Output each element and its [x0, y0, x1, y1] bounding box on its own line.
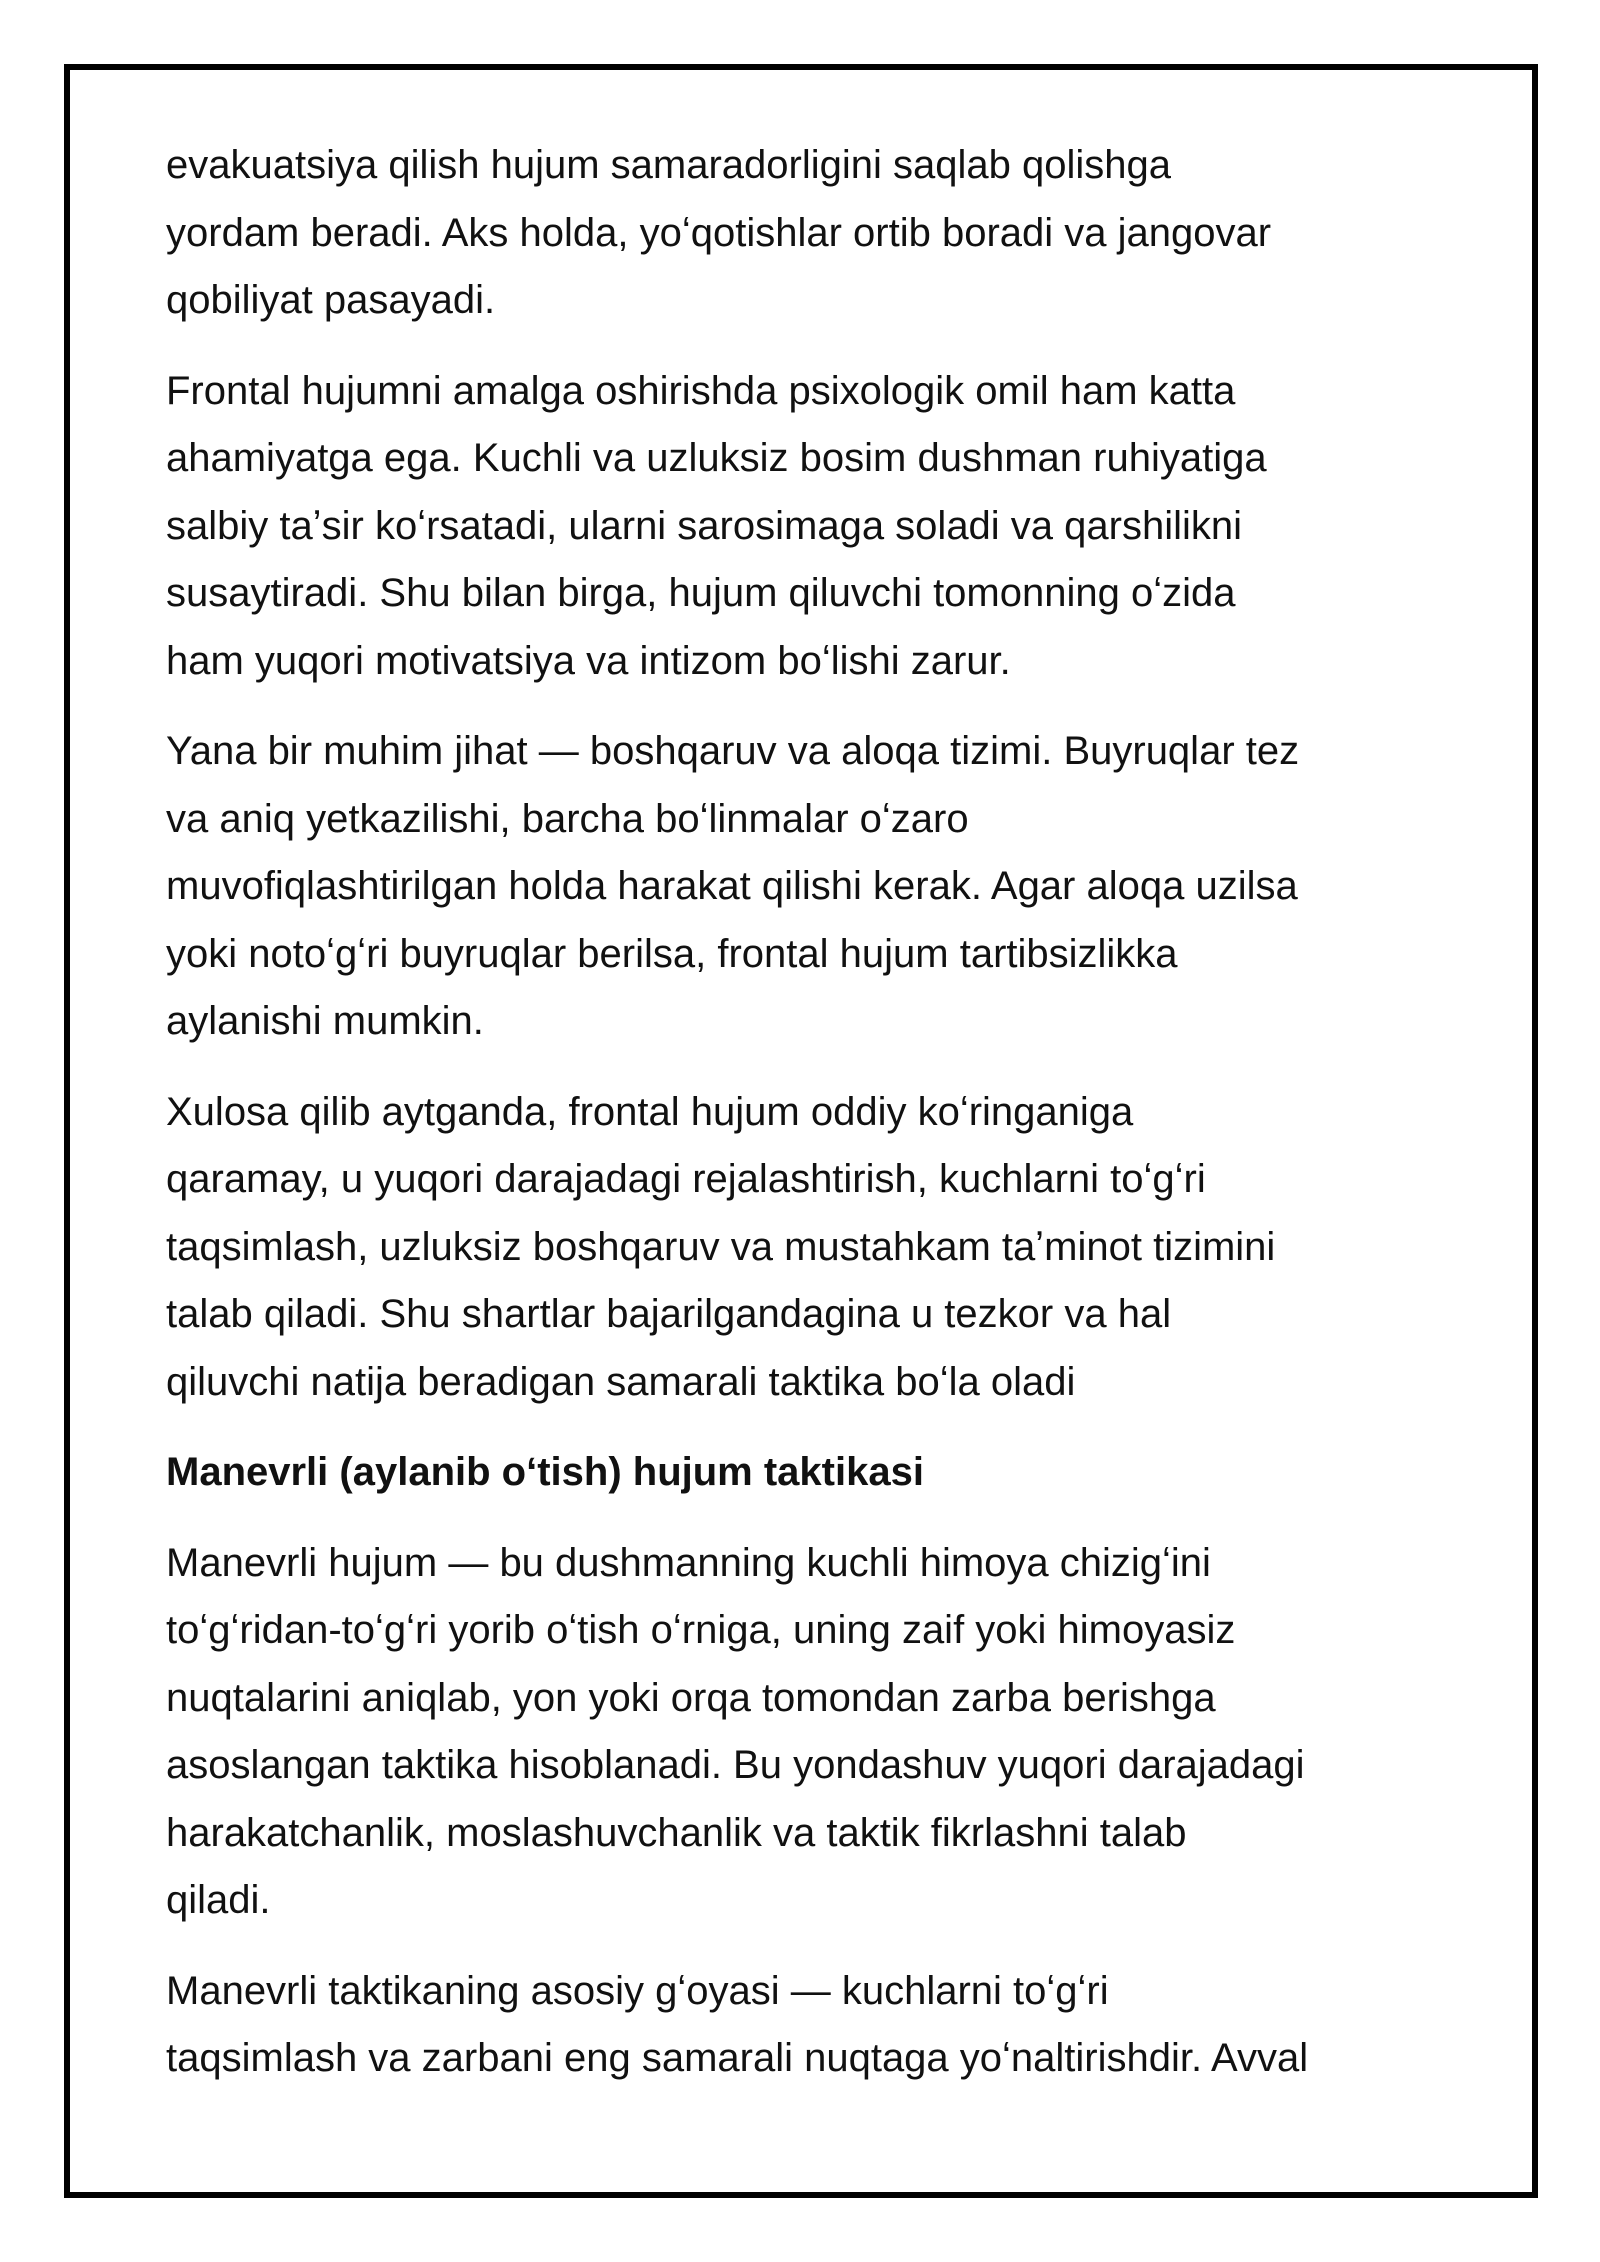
- text-line: taqsimlash va zarbani eng samarali nuqtaga yoʻnaltirishdir. Avval: [166, 2036, 1309, 2080]
- text-line: talab qiladi. Shu shartlar bajarilgandagina u tezkor va hal: [166, 1292, 1172, 1336]
- section-heading: [166, 1439, 1516, 1507]
- text-line: ahamiyatga ega. Kuchli va uzluksiz bosim dushman ruhiyatiga: [166, 436, 1267, 480]
- text-line: salbiy taʼsir koʻrsatadi, ularni sarosimaga soladi va qarshilikni: [166, 503, 1243, 548]
- text-line: Yana bir muhim jihat — boshqaruv va aloqa tizimi. Buyruqlar tez: [166, 729, 1300, 773]
- text-line: Manevrli taktikaning asosiy gʻoyasi — kuchlarni toʻgʻri: [166, 1968, 1109, 2013]
- text-line: asoslangan taktika hisoblanadi. Bu yondashuv yuqori darajadagi: [166, 1743, 1305, 1787]
- text-line: qiluvchi natija beradigan samarali taktika boʻla oladi: [166, 1359, 1076, 1404]
- text-line: nuqtalarini aniqlab, yon yoki orqa tomondan zarba berishga: [166, 1675, 1216, 1720]
- text-line: taqsimlash, uzluksiz boshqaruv va mustahkam taʼminot tizimini: [166, 1224, 1276, 1269]
- text-line: Frontal hujumni amalga oshirishda psixologik omil ham katta: [166, 368, 1236, 413]
- heading-text: Manevrli (aylanib oʻtish) hujum taktikasi: [166, 1450, 924, 1494]
- paragraph: [166, 132, 1516, 335]
- text-line: susaytiradi. Shu bilan birga, hujum qiluvchi tomonning oʻzida: [166, 571, 1236, 615]
- text-line: qobiliyat pasayadi.: [166, 278, 496, 322]
- text-line: qaramay, u yuqori darajadagi rejalashtirish, kuchlarni toʻgʻri: [166, 1157, 1206, 1201]
- text-line: va aniq yetkazilishi, barcha boʻlinmalar oʻzaro: [166, 796, 969, 841]
- text-line: aylanishi mumkin.: [166, 999, 484, 1043]
- text-line: harakatchanlik, moslashuvchanlik va taktik fikrlashni talab: [166, 1810, 1187, 1855]
- text-line: yoki notoʻgʻri buyruqlar berilsa, frontal hujum tartibsizlikka: [166, 931, 1178, 976]
- text-line: toʻgʻridan-toʻgʻri yorib oʻtish oʻrniga, uning zaif yoki himoyasiz: [166, 1608, 1236, 1652]
- document-body: [166, 132, 1516, 2116]
- text-line: qiladi.: [166, 1878, 271, 1922]
- paragraph: [166, 1958, 1516, 2093]
- paragraph: [166, 718, 1516, 1056]
- text-line: evakuatsiya qilish hujum samaradorligini saqlab qolishga: [166, 143, 1171, 187]
- paragraph: [166, 1530, 1516, 1935]
- text-line: muvofiqlashtirilgan holda harakat qilishi kerak. Agar aloqa uzilsa: [166, 864, 1298, 908]
- paragraph: [166, 358, 1516, 696]
- text-line: yordam beradi. Aks holda, yoʻqotishlar ortib boradi va jangovar: [166, 210, 1272, 255]
- text-line: Manevrli hujum — bu dushmanning kuchli himoya chizigʻini: [166, 1540, 1211, 1585]
- text-line: Xulosa qilib aytganda, frontal hujum oddiy koʻringaniga: [166, 1089, 1134, 1134]
- text-line: ham yuqori motivatsiya va intizom boʻlishi zarur.: [166, 638, 1011, 683]
- paragraph: [166, 1079, 1516, 1417]
